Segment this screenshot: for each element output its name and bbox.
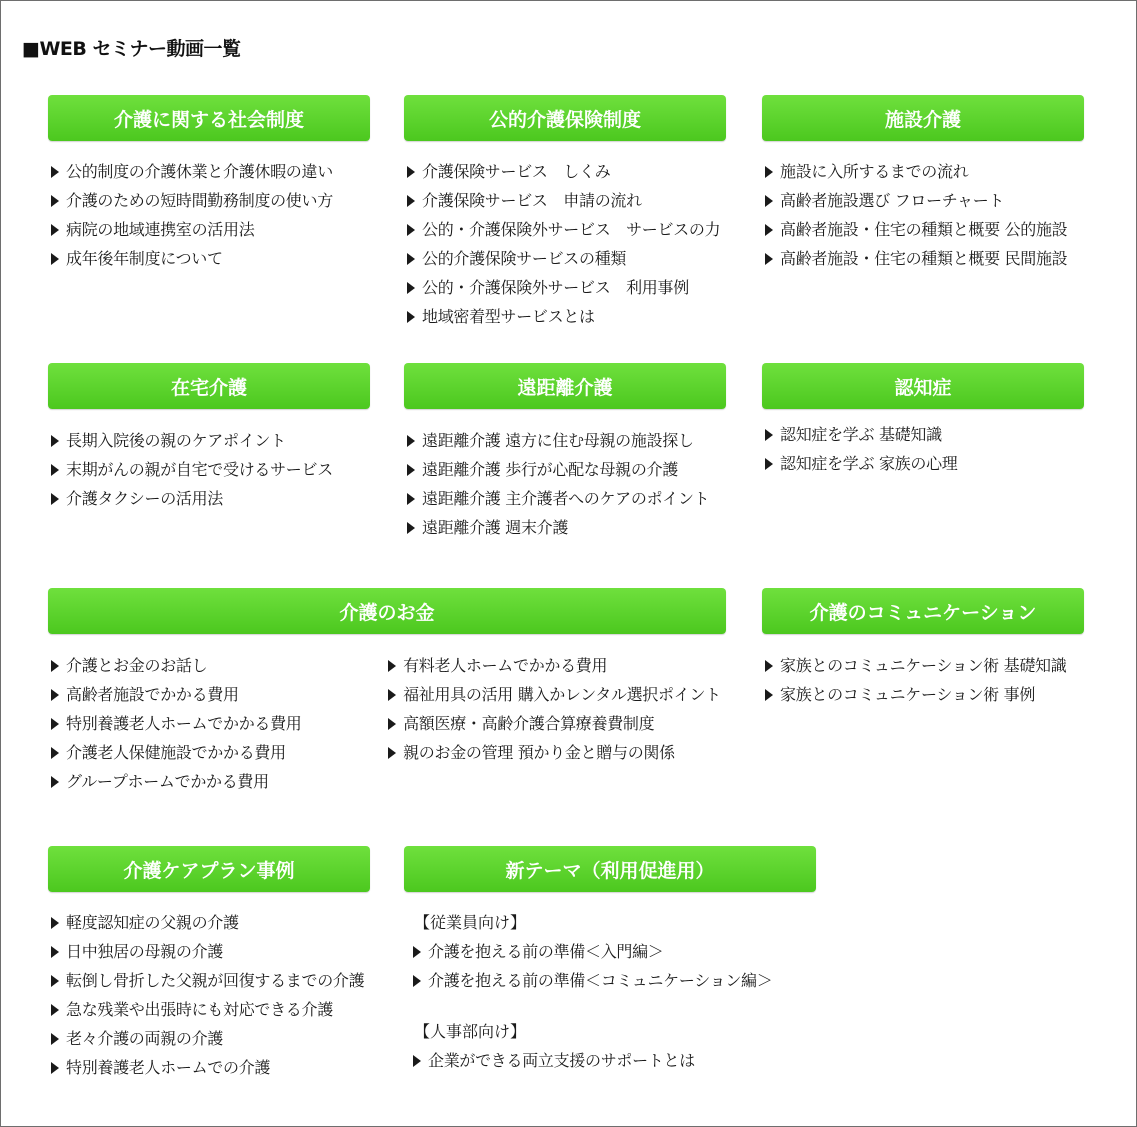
chevron-right-icon [407,166,415,178]
chevron-right-icon [51,1033,59,1045]
video-link[interactable]: 介護保険サービス 申請の流れ [404,186,726,215]
video-link[interactable]: 企業ができる両立支援のサポートとは [410,1046,816,1075]
video-link[interactable]: 老々介護の両親の介護 [48,1024,370,1053]
section-header[interactable]: 介護のコミュニケーション [762,588,1084,634]
group-label-employees: 【従業員向け】 [414,913,527,932]
chevron-right-icon [765,689,773,701]
chevron-right-icon [765,660,773,672]
video-link[interactable]: 認知症を学ぶ 家族の心理 [762,449,1084,478]
section-header[interactable]: 在宅介護 [48,363,370,409]
chevron-right-icon [51,946,59,958]
chevron-right-icon [413,975,421,987]
chevron-right-icon [407,195,415,207]
chevron-right-icon [388,718,396,730]
video-link[interactable]: 遠距離介護 主介護者へのケアのポイント [404,484,726,513]
page-title: ■WEB セミナー動画一覧 [22,38,241,60]
section-header[interactable]: 介護に関する社会制度 [48,95,370,141]
column-right [385,651,726,796]
section-header[interactable]: 新テーマ（利用促進用） [404,846,816,892]
video-link[interactable]: 病院の地域連携室の活用法 [48,215,370,244]
video-link[interactable]: 末期がんの親が自宅で受けるサービス [48,455,370,484]
video-link[interactable]: 家族とのコミュニケーション術 事例 [762,680,1084,709]
video-link[interactable]: 有料老人ホームでかかる費用 [385,651,726,680]
group-label-hr: 【人事部向け】 [414,1022,527,1041]
chevron-right-icon [407,253,415,265]
video-link[interactable]: 遠距離介護 歩行が心配な母親の介護 [404,455,726,484]
chevron-right-icon [51,493,59,505]
chevron-right-icon [51,917,59,929]
chevron-right-icon [413,946,421,958]
video-link[interactable]: 長期入院後の親のケアポイント [48,426,370,455]
chevron-right-icon [765,253,773,265]
section-header[interactable]: 公的介護保険制度 [404,95,726,141]
section-header[interactable]: 介護ケアプラン事例 [48,846,370,892]
section-zaitaku-kaigo [48,363,370,513]
chevron-right-icon [51,253,59,265]
chevron-right-icon [765,429,773,441]
chevron-right-icon [407,493,415,505]
video-link[interactable]: 転倒し骨折した父親が回復するまでの介護 [48,966,370,995]
video-link[interactable]: 特別養護老人ホームでかかる費用 [48,709,385,738]
chevron-right-icon [407,224,415,236]
chevron-right-icon [51,195,59,207]
section-kaigo-communication [762,588,1084,709]
video-link[interactable]: 介護のための短時間勤務制度の使い方 [48,186,370,215]
chevron-right-icon [407,435,415,447]
video-link[interactable]: 施設に入所するまでの流れ [762,157,1084,186]
chevron-right-icon [51,689,59,701]
video-link[interactable]: 公的・介護保険外サービス 利用事例 [404,273,726,302]
video-link[interactable]: 介護保険サービス しくみ [404,157,726,186]
chevron-right-icon [765,224,773,236]
video-link[interactable]: 成年後年制度について [48,244,370,273]
chevron-right-icon [51,435,59,447]
video-link[interactable]: 認知症を学ぶ 基礎知識 [762,420,1084,449]
chevron-right-icon [51,464,59,476]
video-link[interactable]: 高齢者施設選び フローチャート [762,186,1084,215]
chevron-right-icon [407,464,415,476]
section-header[interactable]: 認知症 [762,363,1084,409]
video-link[interactable]: 介護タクシーの活用法 [48,484,370,513]
chevron-right-icon [407,282,415,294]
video-link[interactable]: 公的制度の介護休業と介護休暇の違い [48,157,370,186]
video-link[interactable]: 軽度認知症の父親の介護 [48,908,370,937]
section-header[interactable]: 施設介護 [762,95,1084,141]
chevron-right-icon [51,747,59,759]
section-kouteki-kaigo-hoken [404,95,726,331]
video-link[interactable]: 介護老人保健施設でかかる費用 [48,738,385,767]
video-link[interactable]: 公的・介護保険外サービス サービスの力 [404,215,726,244]
chevron-right-icon [407,522,415,534]
section-kaigo-careplan [48,846,370,1082]
video-link[interactable]: 急な残業や出張時にも対応できる介護 [48,995,370,1024]
chevron-right-icon [388,660,396,672]
chevron-right-icon [51,1004,59,1016]
video-link[interactable]: 遠距離介護 週末介護 [404,513,726,542]
chevron-right-icon [51,975,59,987]
chevron-right-icon [407,311,415,323]
section-new-theme [404,846,816,1075]
chevron-right-icon [388,689,396,701]
chevron-right-icon [388,747,396,759]
video-link[interactable]: 遠距離介護 遠方に住む母親の施設探し [404,426,726,455]
chevron-right-icon [413,1055,421,1067]
video-link[interactable]: 日中独居の母親の介護 [48,937,370,966]
section-kaigo-no-okane [48,588,726,796]
section-kaigo-shakai-seido [48,95,370,273]
video-link[interactable]: 介護を抱える前の準備＜コミュニケーション編＞ [410,966,816,995]
chevron-right-icon [765,458,773,470]
video-link[interactable]: 福祉用具の活用 購入かレンタル選択ポイント [385,680,726,709]
column-left [48,651,385,796]
section-header[interactable]: 介護のお金 [48,588,726,634]
video-link[interactable]: 高齢者施設でかかる費用 [48,680,385,709]
chevron-right-icon [765,166,773,178]
chevron-right-icon [51,1062,59,1074]
chevron-right-icon [765,195,773,207]
video-link[interactable]: 高額医療・高齢介護合算療養費制度 [385,709,726,738]
video-link[interactable]: 特別養護老人ホームでの介護 [48,1053,370,1082]
video-link[interactable]: 介護とお金のお話し [48,651,385,680]
section-ninchisho [762,363,1084,478]
video-link[interactable]: 高齢者施設・住宅の種類と概要 公的施設 [762,215,1084,244]
chevron-right-icon [51,224,59,236]
video-link[interactable]: 介護を抱える前の準備＜入門編＞ [410,937,816,966]
video-link[interactable]: 親のお金の管理 預かり金と贈与の関係 [385,738,726,767]
video-link[interactable]: 家族とのコミュニケーション術 基礎知識 [762,651,1084,680]
video-link[interactable]: 地域密着型サービスとは [404,302,726,331]
chevron-right-icon [51,660,59,672]
section-enkyori-kaigo [404,363,726,542]
section-shisetsu-kaigo [762,95,1084,273]
chevron-right-icon [51,776,59,788]
video-link[interactable]: 高齢者施設・住宅の種類と概要 民間施設 [762,244,1084,273]
video-link[interactable]: グループホームでかかる費用 [48,767,385,796]
chevron-right-icon [51,166,59,178]
video-link[interactable]: 公的介護保険サービスの種類 [404,244,726,273]
section-header[interactable]: 遠距離介護 [404,363,726,409]
chevron-right-icon [51,718,59,730]
